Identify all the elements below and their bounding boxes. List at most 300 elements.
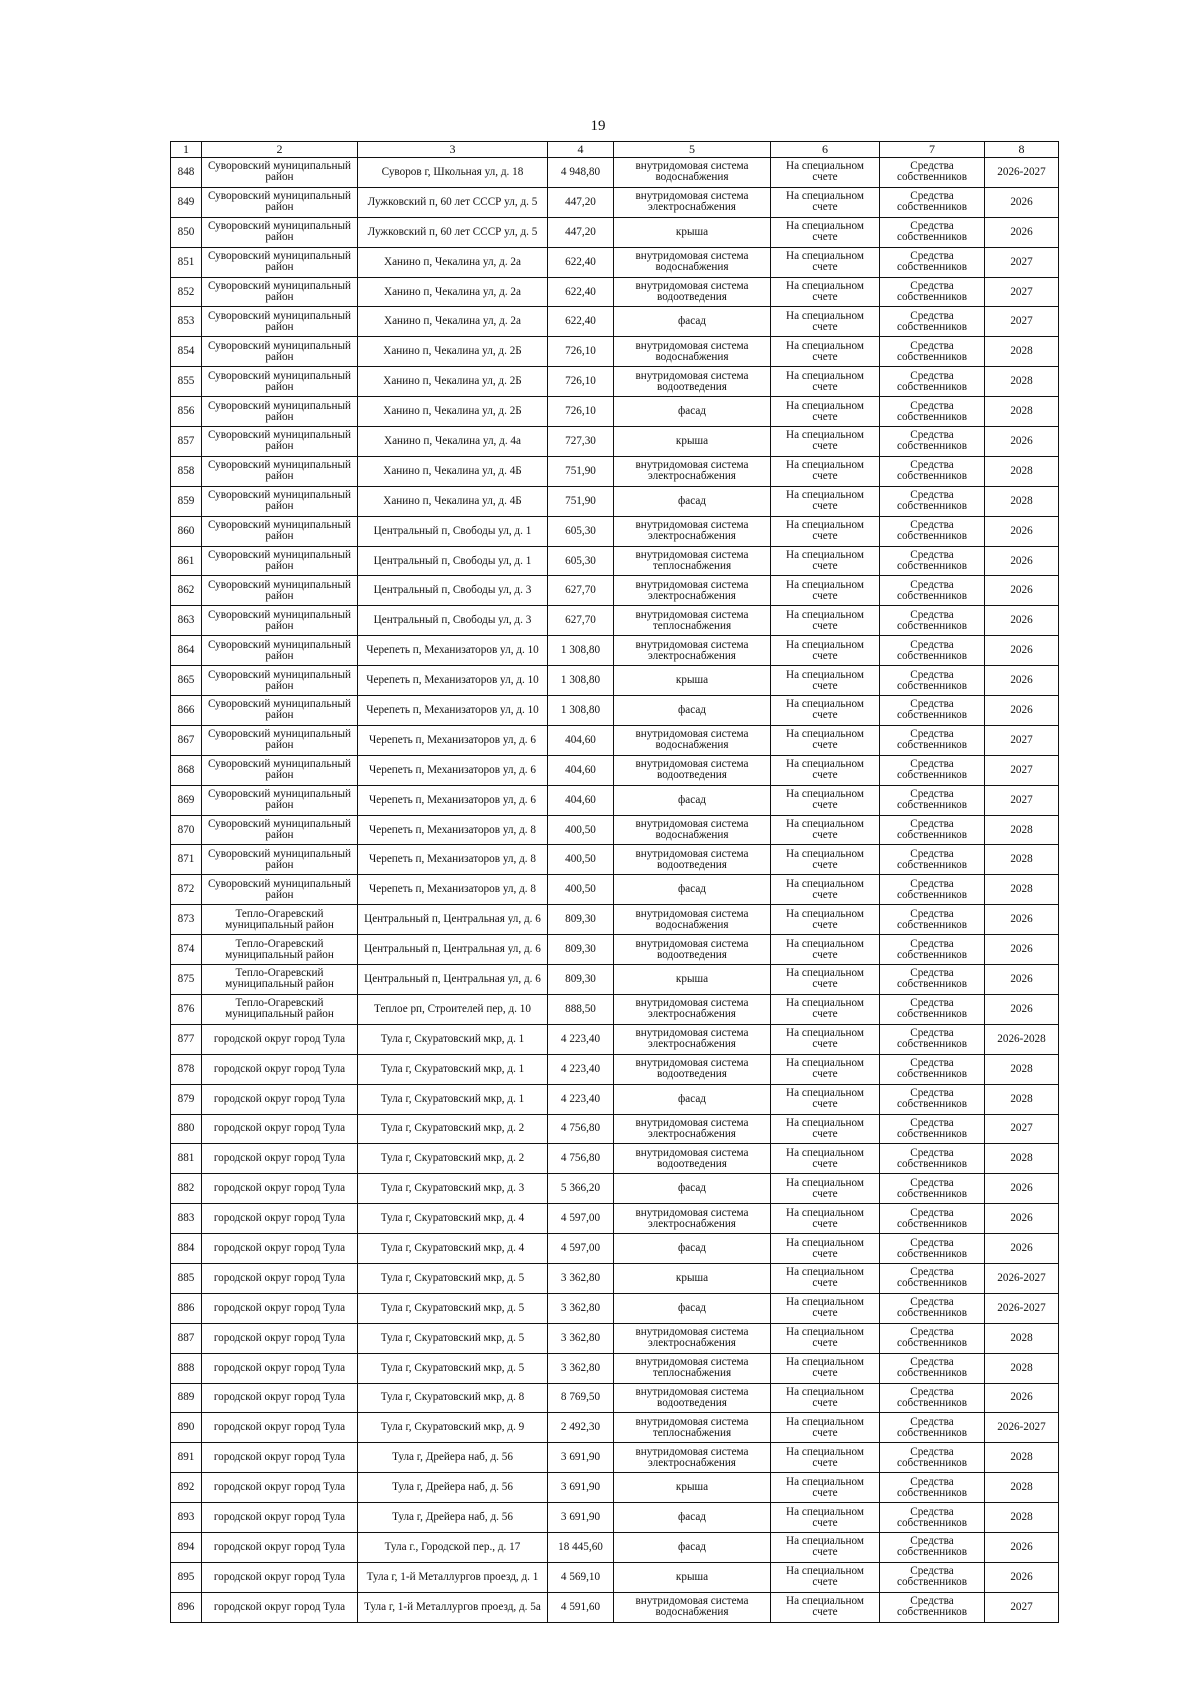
period-cell: 2026-2028 xyxy=(985,1024,1059,1054)
row-number-cell: 888 xyxy=(171,1353,202,1383)
work-type-cell: внутридомовая система электроснабжения xyxy=(614,516,771,546)
column-header: 1 xyxy=(171,142,202,158)
column-header: 7 xyxy=(880,142,985,158)
area-cell: 751,90 xyxy=(548,456,614,486)
header-row xyxy=(171,142,1059,158)
work-type-cell: внутридомовая система теплоснабжения xyxy=(614,1353,771,1383)
work-type-cell: фасад xyxy=(614,397,771,427)
row-number-cell: 848 xyxy=(171,158,202,188)
work-type-cell: фасад xyxy=(614,875,771,905)
area-cell: 4 756,80 xyxy=(548,1114,614,1144)
address-cell: Лужковский п, 60 лет СССР ул, д. 5 xyxy=(358,187,548,217)
municipality-cell: городской округ город Тула xyxy=(202,1592,358,1622)
address-cell: Тула г, Скуратовский мкр, д. 5 xyxy=(358,1323,548,1353)
period-cell: 2026 xyxy=(985,1383,1059,1413)
row-number-cell: 861 xyxy=(171,546,202,576)
funding-source-cell: Средства собственников xyxy=(880,1592,985,1622)
municipality-cell: Суворовский муниципальный район xyxy=(202,337,358,367)
row-number-cell: 873 xyxy=(171,905,202,935)
account-cell: На специальном счете xyxy=(771,516,880,546)
address-cell: Тула г, Скуратовский мкр, д. 4 xyxy=(358,1234,548,1264)
area-cell: 3 362,80 xyxy=(548,1323,614,1353)
work-type-cell: фасад xyxy=(614,696,771,726)
account-cell: На специальном счете xyxy=(771,815,880,845)
funding-source-cell: Средства собственников xyxy=(880,158,985,188)
account-cell: На специальном счете xyxy=(771,606,880,636)
work-type-cell: крыша xyxy=(614,1263,771,1293)
municipality-cell: Суворовский муниципальный район xyxy=(202,576,358,606)
funding-source-cell: Средства собственников xyxy=(880,1532,985,1562)
address-cell: Черепеть п, Механизаторов ул, д. 8 xyxy=(358,875,548,905)
table-row xyxy=(171,815,1059,845)
work-type-cell: внутридомовая система электроснабжения xyxy=(614,1024,771,1054)
period-cell: 2028 xyxy=(985,1054,1059,1084)
area-cell: 4 569,10 xyxy=(548,1562,614,1592)
address-cell: Черепеть п, Механизаторов ул, д. 6 xyxy=(358,725,548,755)
address-cell: Тула г, Скуратовский мкр, д. 1 xyxy=(358,1054,548,1084)
period-cell: 2027 xyxy=(985,725,1059,755)
municipality-cell: Суворовский муниципальный район xyxy=(202,397,358,427)
account-cell: На специальном счете xyxy=(771,994,880,1024)
period-cell: 2028 xyxy=(985,845,1059,875)
address-cell: Черепеть п, Механизаторов ул, д. 10 xyxy=(358,666,548,696)
period-cell: 2028 xyxy=(985,1323,1059,1353)
area-cell: 2 492,30 xyxy=(548,1413,614,1443)
row-number-cell: 864 xyxy=(171,636,202,666)
work-type-cell: внутридомовая система водоснабжения xyxy=(614,247,771,277)
municipality-cell: Тепло-Огаревский муниципальный район xyxy=(202,905,358,935)
table-row xyxy=(171,965,1059,995)
address-cell: Тула г, Скуратовский мкр, д. 5 xyxy=(358,1263,548,1293)
address-cell: Тула г., Городской пер., д. 17 xyxy=(358,1532,548,1562)
table-row xyxy=(171,576,1059,606)
work-type-cell: внутридомовая система водоотведения xyxy=(614,755,771,785)
table-row xyxy=(171,1084,1059,1114)
table-row xyxy=(171,1263,1059,1293)
work-type-cell: внутридомовая система электроснабжения xyxy=(614,576,771,606)
funding-source-cell: Средства собственников xyxy=(880,1503,985,1533)
funding-source-cell: Средства собственников xyxy=(880,1144,985,1174)
period-cell: 2026 xyxy=(985,1562,1059,1592)
municipality-cell: Суворовский муниципальный район xyxy=(202,307,358,337)
municipality-cell: Суворовский муниципальный район xyxy=(202,845,358,875)
column-header: 4 xyxy=(548,142,614,158)
address-cell: Ханино п, Чекалина ул, д. 2а xyxy=(358,307,548,337)
municipality-cell: Суворовский муниципальный район xyxy=(202,158,358,188)
funding-source-cell: Средства собственников xyxy=(880,755,985,785)
row-number-cell: 890 xyxy=(171,1413,202,1443)
period-cell: 2026-2027 xyxy=(985,158,1059,188)
account-cell: На специальном счете xyxy=(771,1473,880,1503)
account-cell: На специальном счете xyxy=(771,755,880,785)
funding-source-cell: Средства собственников xyxy=(880,397,985,427)
work-type-cell: внутридомовая система электроснабжения xyxy=(614,456,771,486)
municipality-cell: Суворовский муниципальный район xyxy=(202,516,358,546)
table-row xyxy=(171,456,1059,486)
funding-source-cell: Средства собственников xyxy=(880,965,985,995)
column-header: 3 xyxy=(358,142,548,158)
funding-source-cell: Средства собственников xyxy=(880,1413,985,1443)
account-cell: На специальном счете xyxy=(771,1532,880,1562)
table-row xyxy=(171,1562,1059,1592)
table-body xyxy=(171,158,1059,1623)
table-row xyxy=(171,516,1059,546)
area-cell: 809,30 xyxy=(548,905,614,935)
account-cell: На специальном счете xyxy=(771,1353,880,1383)
municipality-cell: городской округ город Тула xyxy=(202,1204,358,1234)
account-cell: На специальном счете xyxy=(771,367,880,397)
funding-source-cell: Средства собственников xyxy=(880,1204,985,1234)
area-cell: 404,60 xyxy=(548,785,614,815)
account-cell: На специальном счете xyxy=(771,845,880,875)
funding-source-cell: Средства собственников xyxy=(880,247,985,277)
work-type-cell: фасад xyxy=(614,486,771,516)
address-cell: Тула г, Скуратовский мкр, д. 2 xyxy=(358,1144,548,1174)
work-type-cell: внутридомовая система электроснабжения xyxy=(614,1114,771,1144)
account-cell: На специальном счете xyxy=(771,397,880,427)
area-cell: 1 308,80 xyxy=(548,666,614,696)
work-type-cell: крыша xyxy=(614,965,771,995)
work-type-cell: внутридомовая система водоотведения xyxy=(614,845,771,875)
funding-source-cell: Средства собственников xyxy=(880,1114,985,1144)
municipality-cell: Суворовский муниципальный район xyxy=(202,785,358,815)
work-type-cell: внутридомовая система электроснабжения xyxy=(614,1443,771,1473)
funding-source-cell: Средства собственников xyxy=(880,1323,985,1353)
period-cell: 2028 xyxy=(985,397,1059,427)
period-cell: 2027 xyxy=(985,785,1059,815)
funding-source-cell: Средства собственников xyxy=(880,337,985,367)
row-number-cell: 854 xyxy=(171,337,202,367)
period-cell: 2026 xyxy=(985,696,1059,726)
municipality-cell: Суворовский муниципальный район xyxy=(202,725,358,755)
area-cell: 18 445,60 xyxy=(548,1532,614,1562)
account-cell: На специальном счете xyxy=(771,935,880,965)
funding-source-cell: Средства собственников xyxy=(880,277,985,307)
area-cell: 447,20 xyxy=(548,217,614,247)
work-type-cell: фасад xyxy=(614,1234,771,1264)
area-cell: 8 769,50 xyxy=(548,1383,614,1413)
account-cell: На специальном счете xyxy=(771,307,880,337)
funding-source-cell: Средства собственников xyxy=(880,516,985,546)
table-row xyxy=(171,1024,1059,1054)
row-number-cell: 853 xyxy=(171,307,202,337)
account-cell: На специальном счете xyxy=(771,1084,880,1114)
account-cell: На специальном счете xyxy=(771,337,880,367)
account-cell: На специальном счете xyxy=(771,1383,880,1413)
work-type-cell: внутридомовая система водоснабжения xyxy=(614,905,771,935)
table-row xyxy=(171,905,1059,935)
row-number-cell: 859 xyxy=(171,486,202,516)
table-row xyxy=(171,725,1059,755)
area-cell: 3 691,90 xyxy=(548,1473,614,1503)
row-number-cell: 878 xyxy=(171,1054,202,1084)
area-cell: 404,60 xyxy=(548,725,614,755)
table-row xyxy=(171,1503,1059,1533)
address-cell: Тула г, Скуратовский мкр, д. 5 xyxy=(358,1353,548,1383)
work-type-cell: внутридомовая система теплоснабжения xyxy=(614,546,771,576)
period-cell: 2028 xyxy=(985,1353,1059,1383)
address-cell: Центральный п, Центральная ул, д. 6 xyxy=(358,905,548,935)
table-row xyxy=(171,1413,1059,1443)
account-cell: На специальном счете xyxy=(771,486,880,516)
table-row xyxy=(171,1174,1059,1204)
area-cell: 3 362,80 xyxy=(548,1263,614,1293)
area-cell: 1 308,80 xyxy=(548,696,614,726)
account-cell: На специальном счете xyxy=(771,1503,880,1533)
funding-source-cell: Средства собственников xyxy=(880,815,985,845)
row-number-cell: 893 xyxy=(171,1503,202,1533)
municipality-cell: Суворовский муниципальный район xyxy=(202,546,358,576)
account-cell: На специальном счете xyxy=(771,187,880,217)
work-type-cell: фасад xyxy=(614,785,771,815)
area-cell: 727,30 xyxy=(548,427,614,457)
funding-source-cell: Средства собственников xyxy=(880,1084,985,1114)
account-cell: На специальном счете xyxy=(771,277,880,307)
row-number-cell: 886 xyxy=(171,1293,202,1323)
funding-source-cell: Средства собственников xyxy=(880,905,985,935)
work-type-cell: внутридомовая система водоотведения xyxy=(614,935,771,965)
municipality-cell: Тепло-Огаревский муниципальный район xyxy=(202,935,358,965)
account-cell: На специальном счете xyxy=(771,875,880,905)
page-number: 19 xyxy=(590,118,606,134)
table-row xyxy=(171,1532,1059,1562)
address-cell: Тула г, Скуратовский мкр, д. 8 xyxy=(358,1383,548,1413)
row-number-cell: 887 xyxy=(171,1323,202,1353)
municipality-cell: городской округ город Тула xyxy=(202,1234,358,1264)
table-row xyxy=(171,875,1059,905)
area-cell: 4 597,00 xyxy=(548,1234,614,1264)
row-number-cell: 896 xyxy=(171,1592,202,1622)
work-type-cell: внутридомовая система водоснабжения xyxy=(614,158,771,188)
period-cell: 2027 xyxy=(985,307,1059,337)
period-cell: 2026-2027 xyxy=(985,1263,1059,1293)
table-row xyxy=(171,247,1059,277)
table-row xyxy=(171,337,1059,367)
municipality-cell: Суворовский муниципальный район xyxy=(202,247,358,277)
account-cell: На специальном счете xyxy=(771,1234,880,1264)
municipality-cell: Суворовский муниципальный район xyxy=(202,755,358,785)
table-row xyxy=(171,277,1059,307)
table-row xyxy=(171,158,1059,188)
work-type-cell: внутридомовая система электроснабжения xyxy=(614,1204,771,1234)
municipality-cell: городской округ город Тула xyxy=(202,1323,358,1353)
work-type-cell: внутридомовая система водоотведения xyxy=(614,1144,771,1174)
period-cell: 2027 xyxy=(985,755,1059,785)
table-row xyxy=(171,1443,1059,1473)
municipality-cell: городской округ город Тула xyxy=(202,1413,358,1443)
municipality-cell: Суворовский муниципальный район xyxy=(202,815,358,845)
row-number-cell: 889 xyxy=(171,1383,202,1413)
funding-source-cell: Средства собственников xyxy=(880,725,985,755)
municipality-cell: городской округ город Тула xyxy=(202,1263,358,1293)
municipality-cell: Суворовский муниципальный район xyxy=(202,217,358,247)
municipality-cell: Суворовский муниципальный район xyxy=(202,456,358,486)
area-cell: 622,40 xyxy=(548,277,614,307)
period-cell: 2026 xyxy=(985,965,1059,995)
period-cell: 2026 xyxy=(985,1174,1059,1204)
address-cell: Ханино п, Чекалина ул, д. 4а xyxy=(358,427,548,457)
account-cell: На специальном счете xyxy=(771,247,880,277)
account-cell: На специальном счете xyxy=(771,1592,880,1622)
municipality-cell: Тепло-Огаревский муниципальный район xyxy=(202,994,358,1024)
area-cell: 726,10 xyxy=(548,367,614,397)
address-cell: Черепеть п, Механизаторов ул, д. 6 xyxy=(358,785,548,815)
address-cell: Тула г, Скуратовский мкр, д. 9 xyxy=(358,1413,548,1443)
funding-source-cell: Средства собственников xyxy=(880,875,985,905)
municipality-cell: городской округ город Тула xyxy=(202,1353,358,1383)
period-cell: 2026 xyxy=(985,576,1059,606)
table-row xyxy=(171,755,1059,785)
funding-source-cell: Средства собственников xyxy=(880,367,985,397)
row-number-cell: 858 xyxy=(171,456,202,486)
account-cell: На специальном счете xyxy=(771,1174,880,1204)
municipality-cell: городской округ город Тула xyxy=(202,1144,358,1174)
area-cell: 809,30 xyxy=(548,935,614,965)
municipality-cell: Суворовский муниципальный район xyxy=(202,636,358,666)
work-type-cell: внутридомовая система электроснабжения xyxy=(614,636,771,666)
period-cell: 2027 xyxy=(985,247,1059,277)
table-row xyxy=(171,1204,1059,1234)
row-number-cell: 856 xyxy=(171,397,202,427)
account-cell: На специальном счете xyxy=(771,158,880,188)
address-cell: Центральный п, Центральная ул, д. 6 xyxy=(358,965,548,995)
period-cell: 2026 xyxy=(985,1234,1059,1264)
row-number-cell: 867 xyxy=(171,725,202,755)
address-cell: Центральный п, Свободы ул, д. 3 xyxy=(358,606,548,636)
table-row xyxy=(171,994,1059,1024)
row-number-cell: 871 xyxy=(171,845,202,875)
period-cell: 2027 xyxy=(985,1114,1059,1144)
address-cell: Лужковский п, 60 лет СССР ул, д. 5 xyxy=(358,217,548,247)
account-cell: На специальном счете xyxy=(771,576,880,606)
funding-source-cell: Средства собственников xyxy=(880,606,985,636)
work-type-cell: внутридомовая система электроснабжения xyxy=(614,994,771,1024)
table-row xyxy=(171,1234,1059,1264)
area-cell: 627,70 xyxy=(548,576,614,606)
area-cell: 4 223,40 xyxy=(548,1084,614,1114)
municipality-cell: Суворовский муниципальный район xyxy=(202,875,358,905)
area-cell: 605,30 xyxy=(548,516,614,546)
municipality-cell: Суворовский муниципальный район xyxy=(202,486,358,516)
funding-source-cell: Средства собственников xyxy=(880,576,985,606)
funding-source-cell: Средства собственников xyxy=(880,1024,985,1054)
row-number-cell: 881 xyxy=(171,1144,202,1174)
period-cell: 2026 xyxy=(985,516,1059,546)
funding-source-cell: Средства собственников xyxy=(880,307,985,337)
work-type-cell: внутридомовая система водоотведения xyxy=(614,1054,771,1084)
municipality-cell: Суворовский муниципальный район xyxy=(202,367,358,397)
funding-source-cell: Средства собственников xyxy=(880,1473,985,1503)
row-number-cell: 857 xyxy=(171,427,202,457)
row-number-cell: 895 xyxy=(171,1562,202,1592)
period-cell: 2028 xyxy=(985,815,1059,845)
work-type-cell: фасад xyxy=(614,1293,771,1323)
municipality-cell: городской округ город Тула xyxy=(202,1562,358,1592)
funding-source-cell: Средства собственников xyxy=(880,1234,985,1264)
funding-source-cell: Средства собственников xyxy=(880,1443,985,1473)
work-type-cell: крыша xyxy=(614,1473,771,1503)
table-row xyxy=(171,1473,1059,1503)
account-cell: На специальном счете xyxy=(771,905,880,935)
area-cell: 404,60 xyxy=(548,755,614,785)
area-cell: 1 308,80 xyxy=(548,636,614,666)
account-cell: На специальном счете xyxy=(771,1204,880,1234)
work-type-cell: фасад xyxy=(614,1174,771,1204)
row-number-cell: 879 xyxy=(171,1084,202,1114)
account-cell: На специальном счете xyxy=(771,546,880,576)
period-cell: 2026 xyxy=(985,217,1059,247)
area-cell: 400,50 xyxy=(548,815,614,845)
table-row xyxy=(171,546,1059,576)
table-row xyxy=(171,307,1059,337)
address-cell: Ханино п, Чекалина ул, д. 2Б xyxy=(358,367,548,397)
table-row xyxy=(171,785,1059,815)
account-cell: На специальном счете xyxy=(771,456,880,486)
municipality-cell: Суворовский муниципальный район xyxy=(202,666,358,696)
municipality-cell: городской округ город Тула xyxy=(202,1532,358,1562)
table-row xyxy=(171,1353,1059,1383)
row-number-cell: 863 xyxy=(171,606,202,636)
area-cell: 400,50 xyxy=(548,875,614,905)
area-cell: 4 597,00 xyxy=(548,1204,614,1234)
address-cell: Ханино п, Чекалина ул, д. 2а xyxy=(358,277,548,307)
municipality-cell: городской округ город Тула xyxy=(202,1054,358,1084)
municipality-cell: городской округ город Тула xyxy=(202,1174,358,1204)
address-cell: Тула г, Скуратовский мкр, д. 5 xyxy=(358,1293,548,1323)
account-cell: На специальном счете xyxy=(771,725,880,755)
table-row xyxy=(171,367,1059,397)
account-cell: На специальном счете xyxy=(771,217,880,247)
area-cell: 447,20 xyxy=(548,187,614,217)
row-number-cell: 852 xyxy=(171,277,202,307)
account-cell: На специальном счете xyxy=(771,696,880,726)
funding-source-cell: Средства собственников xyxy=(880,1383,985,1413)
row-number-cell: 894 xyxy=(171,1532,202,1562)
table-row xyxy=(171,1054,1059,1084)
table-row xyxy=(171,666,1059,696)
table-row xyxy=(171,606,1059,636)
period-cell: 2028 xyxy=(985,337,1059,367)
area-cell: 4 756,80 xyxy=(548,1144,614,1174)
account-cell: На специальном счете xyxy=(771,1024,880,1054)
row-number-cell: 865 xyxy=(171,666,202,696)
funding-source-cell: Средства собственников xyxy=(880,217,985,247)
table-row xyxy=(171,1592,1059,1622)
funding-source-cell: Средства собственников xyxy=(880,1293,985,1323)
period-cell: 2028 xyxy=(985,367,1059,397)
row-number-cell: 870 xyxy=(171,815,202,845)
period-cell: 2028 xyxy=(985,875,1059,905)
municipality-cell: Суворовский муниципальный район xyxy=(202,187,358,217)
column-header: 6 xyxy=(771,142,880,158)
row-number-cell: 850 xyxy=(171,217,202,247)
row-number-cell: 891 xyxy=(171,1443,202,1473)
account-cell: На специальном счете xyxy=(771,1144,880,1174)
row-number-cell: 851 xyxy=(171,247,202,277)
row-number-cell: 872 xyxy=(171,875,202,905)
work-type-cell: крыша xyxy=(614,427,771,457)
municipality-cell: городской округ город Тула xyxy=(202,1114,358,1144)
period-cell: 2028 xyxy=(985,1473,1059,1503)
area-cell: 3 362,80 xyxy=(548,1293,614,1323)
period-cell: 2026 xyxy=(985,1532,1059,1562)
address-cell: Теплое рп, Строителей пер, д. 10 xyxy=(358,994,548,1024)
area-cell: 888,50 xyxy=(548,994,614,1024)
period-cell: 2026 xyxy=(985,905,1059,935)
account-cell: На специальном счете xyxy=(771,965,880,995)
address-cell: Тула г, Дрейера наб, д. 56 xyxy=(358,1473,548,1503)
address-cell: Тула г, Дрейера наб, д. 56 xyxy=(358,1503,548,1533)
